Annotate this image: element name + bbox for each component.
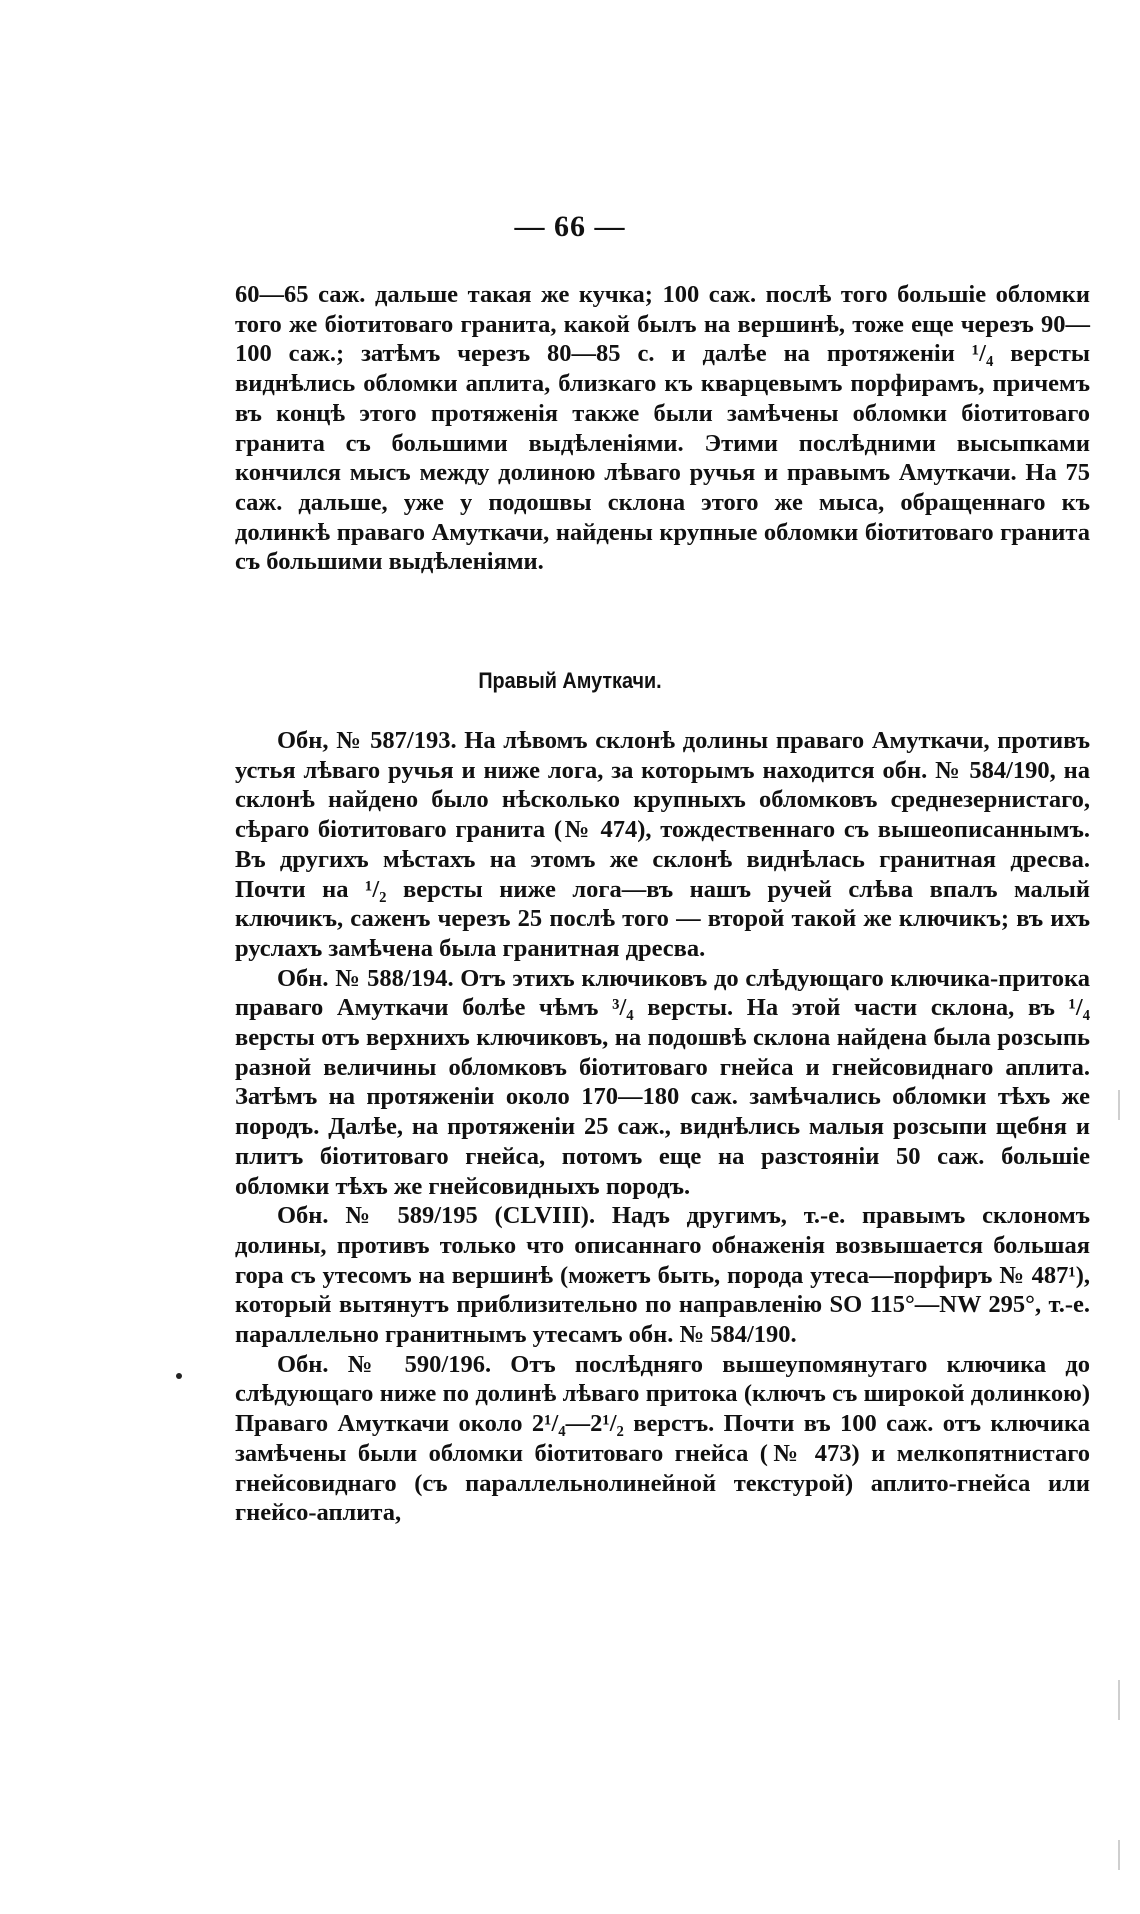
section-heading: Правый Амуткачи. xyxy=(478,668,662,693)
page-number: — 66 — xyxy=(514,210,626,243)
section-body xyxy=(235,726,1090,1528)
continuation-paragraph: 60—65 саж. дальше такая же кучка; 100 саж. послѣ того большіе обломки того же біотитоваго гранита, какой былъ на вершинѣ, тоже еще черезъ 90—100 саж.; затѣмъ черезъ 80—85 с. и далѣе на протяженіи ¹/₄ версты виднѣлись обломки аплита, близкаго къ кварцевымъ порфирамъ, причемъ въ концѣ этого протяженія также были замѣчены обломки біотитоваго гранита съ большими выдѣленіями. Этими послѣдними высыпками кончился мысъ между долиною лѣваго ручья и правымъ Амуткачи. На 75 саж. дальше, уже у подошвы склона этого же мыса, обращеннаго къ долинкѣ праваго Амуткачи, найдены крупные обломки біотитоваго гранита съ большими выдѣленіями. xyxy=(235,281,1090,576)
scan-edge-mark xyxy=(1118,1090,1120,1120)
scan-edge-mark xyxy=(1118,1840,1120,1870)
paragraph-obn-589: Обн. № 589/195 (CLVIII). Надъ другимъ, т.-е. правымъ склономъ долины, противъ только что описаннаго обнаженія возвышается большая гора съ утесомъ на вершинѣ (можетъ быть, порода утеса—порфиръ № 487¹), который вытянутъ приблизительно по направленію SO 115°—NW 295°, т.-е. параллельно гранитнымъ утесамъ обн. № 584/190. xyxy=(235,1202,1090,1349)
paragraph-obn-590: Обн. № 590/196. Отъ послѣдняго вышеупомянутаго ключика до слѣдующаго ниже по долинѣ лѣваго притока (ключъ съ широкой долинкою) Праваго Амуткачи около 2¹/₄—2¹/₂ верстъ. Почти въ 100 саж. отъ ключика замѣчены были обломки біотитоваго гнейса (№ 473) и мелкопятнистаго гнейсовиднаго (съ параллельнолинейной текстурой) аплито-гнейса или гнейсо-аплита, xyxy=(235,1350,1090,1527)
continuation-text-block xyxy=(235,280,1090,577)
scan-edge-mark xyxy=(1118,1680,1120,1720)
paragraph-obn-588: Обн. № 588/194. Отъ этихъ ключиковъ до слѣдующаго ключика-притока праваго Амуткачи болѣе чѣмъ ³/₄ версты. На этой части склона, въ ¹/₄ версты отъ верхнихъ ключиковъ, на подошвѣ склона найдена была розсыпь разной величины обломковъ біотитоваго гнейса и гнейсовиднаго аплита. Затѣмъ на протяженіи около 170—180 саж. замѣчались обломки тѣхъ же породъ. Далѣе, на протяженіи 25 саж., виднѣлись малыя розсыпи щебня и плитъ біотитоваго гнейса, потомъ еще на разстояніи 50 саж. большіе обломки тѣхъ же гнейсовидныхъ породъ. xyxy=(235,964,1090,1200)
paragraph-obn-587: Обн, № 587/193. На лѣвомъ склонѣ долины праваго Амуткачи, противъ устья лѣваго ручья и ниже лога, за которымъ находится обн. № 584/190, на склонѣ найдено было нѣсколько крупныхъ обломковъ среднезернистаго, сѣраго біотитоваго гранита (№ 474), тождественнаго съ вышеописаннымъ. Въ другихъ мѣстахъ на этомъ же склонѣ виднѣлась гранитная дресва. Почти на ¹/₂ версты ниже лога—въ нашъ ручей слѣва впалъ малый ключикъ, саженъ черезъ 25 послѣ того — второй такой же ключикъ; въ ихъ руслахъ замѣчена была гранитная дресва. xyxy=(235,727,1090,962)
margin-dot-mark xyxy=(176,1373,182,1379)
